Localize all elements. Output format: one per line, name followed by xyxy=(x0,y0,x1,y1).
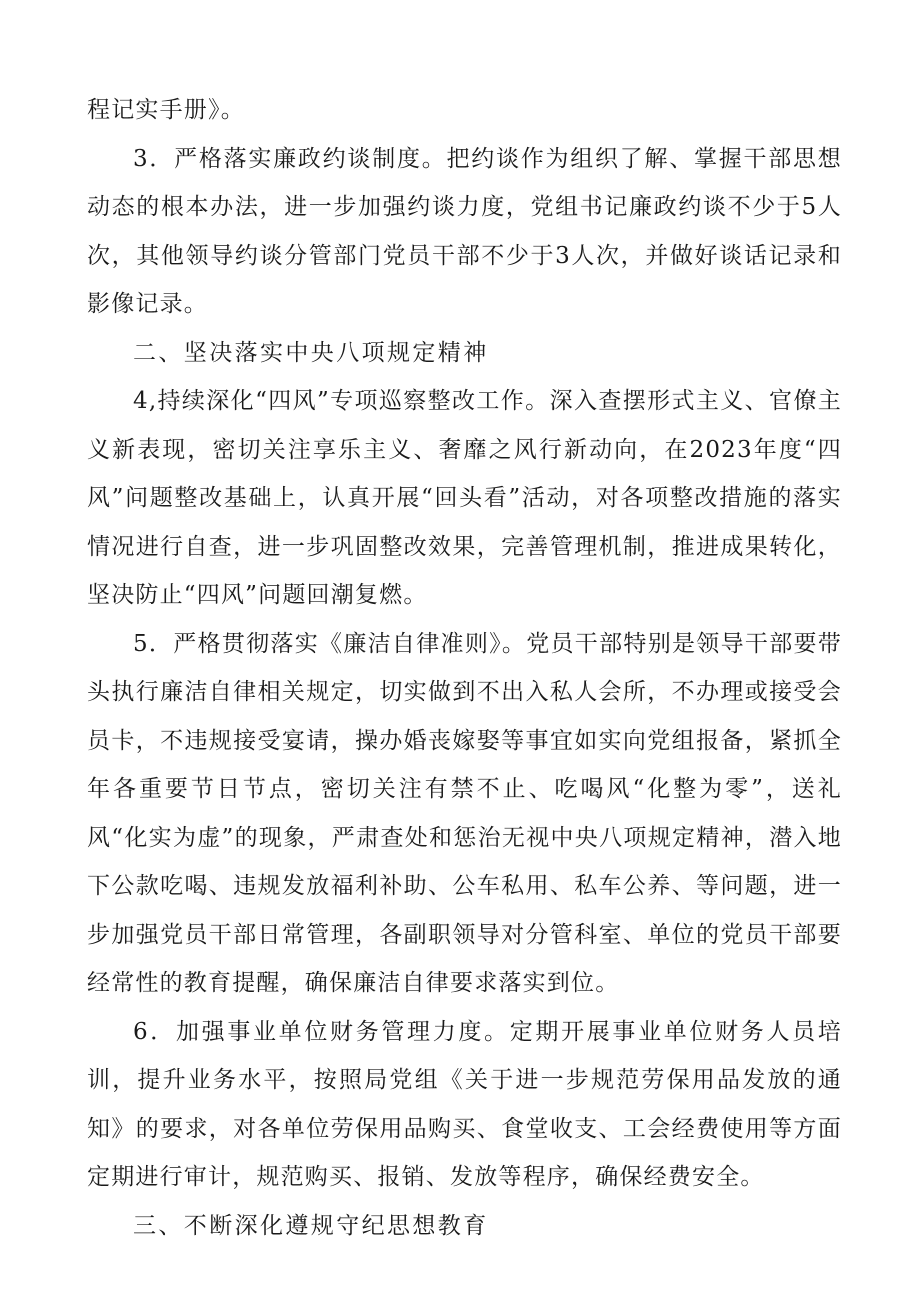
paragraph-item-6: 6．加强事业单位财务管理力度。定期开展事业单位财务人员培训，提升业务水平，按照局党组《关于进一步规范劳保用品发放的通知》的要求，对各单位劳保用品购买、食堂收支、工会经费使用等方面定期进行审计，规范购买、报销、发放等程序，确保经费安全。 xyxy=(87,1018,842,1190)
document-body xyxy=(87,86,842,1250)
section-heading-3: 三、不断深化遵规守纪思想教育 xyxy=(133,1212,489,1239)
paragraph-item-3: 3．严格落实廉政约谈制度。把约谈作为组织了解、掌握干部思想动态的根本办法，进一步加强约谈力度，党组书记廉政约谈不少于5人次，其他领导约谈分管部门党员干部不少于3人次，并做好谈话记录和影像记录。 xyxy=(87,145,842,317)
paragraph-continuation: 程记实手册》。 xyxy=(87,97,245,123)
paragraph-item-5: 5．严格贯彻落实《廉洁自律准则》。党员干部特别是领导干部要带头执行廉洁自律相关规定，切实做到不出入私人会所，不办理或接受会员卡，不违规接受宴请，操办婚丧嫁娶等事宜如实向党组报备，紧抓全年各重要节日节点，密切关注有禁不止、吃喝风“化整为零”，送礼风“化实为虚”的现象，严肃查处和惩治无视中央八项规定精神，潜入地下公款吃喝、违规发放福利补助、公车私用、私车公养、等问题，进一步加强党员干部日常管理，各副职领导对分管科室、单位的党员干部要经常性的教育提醒，确保廉洁自律要求落实到位。 xyxy=(87,630,842,996)
paragraph-item-4: 4,持续深化“四风”专项巡察整改工作。深入查摆形式主义、官僚主义新表现，密切关注享乐主义、奢靡之风行新动向，在2023年度“四风”问题整改基础上，认真开展“回头看”活动，对各项整改措施的落实情况进行自查，进一步巩固整改效果，完善管理机制，推进成果转化，坚决防止“四风”问题回潮复燃。 xyxy=(87,388,842,608)
section-heading-2: 二、坚决落实中央八项规定精神 xyxy=(133,339,489,366)
